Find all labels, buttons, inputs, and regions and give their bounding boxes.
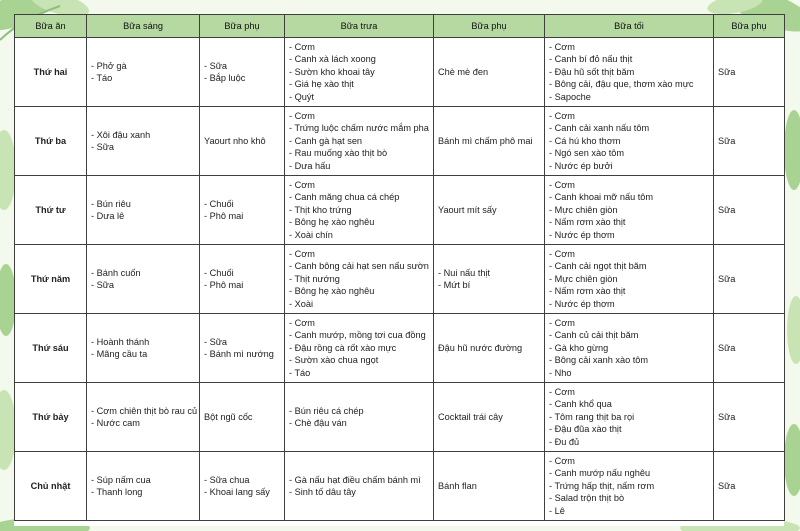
morning-snack-cell [200,176,285,245]
meal-item-list [549,248,713,310]
meal-item: - Súp nấm cua [91,474,151,485]
morning-snack-cell [200,383,285,452]
table-row [15,38,785,107]
meal-item: - Thịt kho trứng [289,204,352,215]
meal-item: - Cơm [289,179,315,190]
meal-item-list [289,405,433,430]
meal-item: - Canh gà hạt sen [289,135,363,146]
meal-item: Bột ngũ cốc [204,411,253,422]
dinner-cell [545,245,714,314]
day-label: Chủ nhật [15,452,87,521]
lunch-cell [285,38,434,107]
meal-item: - Cơm [549,317,575,328]
meal-item: - Nấm rơm xào thịt [549,217,626,228]
meal-item-list [549,110,713,172]
dinner-cell [545,383,714,452]
meal-item: - Chè đậu ván [289,418,347,428]
meal-item: - Canh cải xanh nấu tôm [549,123,650,134]
meal-item: - Xôi đậu xanh [91,129,151,140]
meal-item: - Canh khoai mỡ nấu tôm [549,192,654,203]
meal-item: - Dưa lê [91,211,125,221]
meal-item: Sữa [718,342,736,353]
meal-item: - Sữa [204,60,228,71]
dinner-cell [545,107,714,176]
meal-item: - Nước cam [91,418,140,428]
meal-item: - Phô mai [204,211,244,221]
day-label: Thứ năm [15,245,87,314]
morning-snack-cell [200,314,285,383]
meal-item: - Xoài [289,298,314,309]
meal-item: Sữa [718,66,736,77]
meal-item-list [289,474,433,499]
breakfast-cell [87,383,200,452]
meal-item-list [549,179,713,241]
dinner-cell [545,176,714,245]
table-row [15,107,785,176]
meal-item: - Cơm [549,455,575,466]
meal-item: - Cơm [549,41,575,52]
lunch-cell [285,314,434,383]
breakfast-cell [87,176,200,245]
evening-snack-cell [714,314,785,383]
meal-item: - Canh củ cải thịt băm [549,330,639,341]
meal-item-list [289,110,433,172]
meal-item: - Mãng cầu ta [91,349,148,359]
breakfast-cell [87,107,200,176]
header-cell: Bữa tối [545,15,714,38]
meal-item: - Sữa [91,280,115,290]
meal-item-list [549,386,713,448]
meal-item: - Sữa [204,336,228,347]
leaf-decoration-right [784,110,800,496]
meal-plan-sheet [14,14,784,526]
meal-item: - Canh bí đỏ nấu thịt [549,54,633,65]
meal-item-list [91,198,199,223]
meal-item: - Phô mai [204,280,244,290]
meal-item: - Thanh long [91,487,143,497]
day-label: Thứ tư [15,176,87,245]
afternoon-snack-cell [434,107,545,176]
meal-item: - Mực chiên giòn [549,204,618,215]
meal-item: - Nấm rơm xào thịt [549,286,626,297]
meal-item: - Cơm [289,41,315,52]
meal-item: - Cơm [289,317,315,328]
meal-item: - Tôm rang thịt ba rọi [549,411,635,422]
morning-snack-cell [200,245,285,314]
evening-snack-cell [714,383,785,452]
meal-item: - Giá hẹ xào thịt [289,79,354,90]
header-cell: Bữa sáng [87,15,200,38]
evening-snack-cell [714,176,785,245]
meal-item: Sữa [718,204,736,215]
meal-item: - Cơm chiên thịt bò rau củ [91,405,198,416]
meal-item-list [289,179,433,241]
meal-item: - Bánh cuốn [91,267,141,278]
meal-item: - Táo [289,367,311,378]
meal-item: - Mứt bí [438,280,471,290]
lunch-cell [285,245,434,314]
meal-item: - Sữa [91,142,115,152]
meal-item-list [91,336,199,361]
meal-item: Sữa [718,480,736,491]
lunch-cell [285,452,434,521]
meal-item: - Khoai lang sấy [204,487,270,497]
meal-item-list [289,248,433,310]
meal-item: - Hoành thánh [91,336,150,347]
breakfast-cell [87,38,200,107]
lunch-cell [285,107,434,176]
meal-item: - Cá hú kho thơm [549,135,621,146]
morning-snack-cell [200,452,285,521]
afternoon-snack-cell [434,176,545,245]
meal-item: - Đậu rồng cà rốt xào mực [289,342,397,353]
meal-item-list [91,60,199,85]
lunch-cell [285,176,434,245]
meal-item: - Canh cải ngọt thịt băm [549,261,647,272]
afternoon-snack-cell [434,314,545,383]
meal-item: - Gà nấu hạt điều chấm bánh mì [289,474,421,485]
morning-snack-cell [200,38,285,107]
meal-item: - Bông hẹ xào nghêu [289,286,375,297]
meal-item: - Sườn kho khoai tây [289,66,375,77]
meal-item: - Trứng luộc chấm nước mắm pha [289,123,429,134]
afternoon-snack-cell [434,383,545,452]
meal-item-list [289,317,433,379]
meal-item-list [438,267,544,292]
meal-item: - Salad trộn thịt bò [549,493,625,504]
meal-item: - Đu đủ [549,436,580,447]
meal-item: - Sữa chua [204,474,250,485]
header-cell: Bữa phụ [200,15,285,38]
header-cell: Bữa trưa [285,15,434,38]
day-label: Thứ bảy [15,383,87,452]
meal-item: - Rau muống xào thịt bò [289,148,388,159]
meal-item: - Mực chiên giòn [549,273,618,284]
table-row [15,383,785,452]
meal-item: - Nước ép thơm [549,229,615,240]
meal-item: Yaourt nho khô [204,135,266,146]
meal-item-list [91,267,199,292]
meal-item-list [204,336,284,361]
day-label: Thứ sáu [15,314,87,383]
meal-item: Bánh mì chấm phô mai [438,135,533,146]
meal-item-list [204,198,284,223]
meal-item: - Canh măng chua cá chép [289,192,400,203]
day-label: Thứ hai [15,38,87,107]
meal-item: - Bún riêu cá chép [289,405,364,416]
meal-item: - Sườn xào chua ngọt [289,355,379,366]
meal-item: - Canh mướp, mồng tơi cua đồng [289,330,426,341]
meal-item: Chè mè đen [438,66,489,77]
meal-item-list [289,41,433,103]
table-row [15,176,785,245]
meal-item: Sữa [718,135,736,146]
morning-snack-cell [200,107,285,176]
dinner-cell [545,452,714,521]
meal-item-list [91,405,199,430]
meal-item: - Bông hẹ xào nghêu [289,217,375,228]
meal-item: - Xoài chín [289,229,333,240]
table-row [15,314,785,383]
meal-item: - Quýt [289,91,315,102]
meal-item: Yaourt mít sấy [438,204,497,215]
table-row [15,245,785,314]
meal-item: - Canh mướp nấu nghêu [549,468,651,479]
header-cell: Bữa ăn [15,15,87,38]
meal-item-list [204,474,284,499]
meal-item: - Cơm [549,386,575,397]
meal-item: Sữa [718,273,736,284]
meal-item: Sữa [718,411,736,422]
dinner-cell [545,38,714,107]
meal-item: - Bún riêu [91,198,131,209]
breakfast-cell [87,314,200,383]
meal-item: - Táo [91,73,113,83]
meal-item: - Chuối [204,198,234,209]
meal-item-list [91,129,199,154]
meal-item: - Cơm [549,110,575,121]
meal-item: - Trứng hấp thịt, nấm rơm [549,480,655,491]
afternoon-snack-cell [434,38,545,107]
dinner-cell [545,314,714,383]
meal-item: - Cơm [549,248,575,259]
meal-item: - Sapoche [549,91,591,102]
meal-item: - Nước ép bưởi [549,160,613,171]
meal-item: - Cơm [289,110,315,121]
meal-item: - Lê [549,505,565,516]
meal-item: Bánh flan [438,480,477,491]
header-cell: Bữa phụ [434,15,545,38]
day-label: Thứ ba [15,107,87,176]
evening-snack-cell [714,38,785,107]
meal-item-list [549,455,713,517]
breakfast-cell [87,452,200,521]
meal-item: - Thịt nướng [289,273,340,284]
meal-item: - Bông cải, đậu que, thơm xào mực [549,79,694,90]
meal-item: - Ngó sen xào tôm [549,148,625,159]
meal-item-list [204,267,284,292]
afternoon-snack-cell [434,452,545,521]
meal-item: - Canh xà lách xoong [289,54,376,65]
meal-item: - Nước ép thơm [549,298,615,309]
meal-item: - Canh khổ qua [549,399,612,410]
meal-item: - Bánh mì nướng [204,349,274,359]
evening-snack-cell [714,452,785,521]
meal-item: - Phở gà [91,60,127,71]
meal-item: - Đậu đũa xào thịt [549,424,622,435]
meal-item-list [549,41,713,103]
header-row [15,15,785,38]
weekly-meal-table [14,14,785,521]
evening-snack-cell [714,107,785,176]
meal-item: - Đậu hũ sốt thịt băm [549,66,635,77]
meal-item: - Bông cải xanh xào tôm [549,355,649,366]
meal-item: - Cơm [549,179,575,190]
meal-item: - Nho [549,367,572,378]
meal-item: - Dưa hấu [289,160,331,171]
lunch-cell [285,383,434,452]
meal-item: - Canh bông cải hạt sen nấu sườn [289,261,429,272]
meal-item: - Cơm [289,248,315,259]
table-row [15,452,785,521]
meal-item: - Sinh tố dâu tây [289,487,356,497]
breakfast-cell [87,245,200,314]
meal-item-list [91,474,199,499]
meal-item: - Chuối [204,267,234,278]
meal-item-list [549,317,713,379]
afternoon-snack-cell [434,245,545,314]
evening-snack-cell [714,245,785,314]
meal-item: Cocktail trái cây [438,411,503,422]
meal-item: - Gà kho gừng [549,342,609,353]
meal-item: Đậu hũ nước đường [438,342,523,353]
meal-item: - Bắp luộc [204,73,246,83]
meal-item: - Nui nấu thịt [438,267,491,278]
meal-item-list [204,60,284,85]
header-cell: Bữa phụ [714,15,785,38]
